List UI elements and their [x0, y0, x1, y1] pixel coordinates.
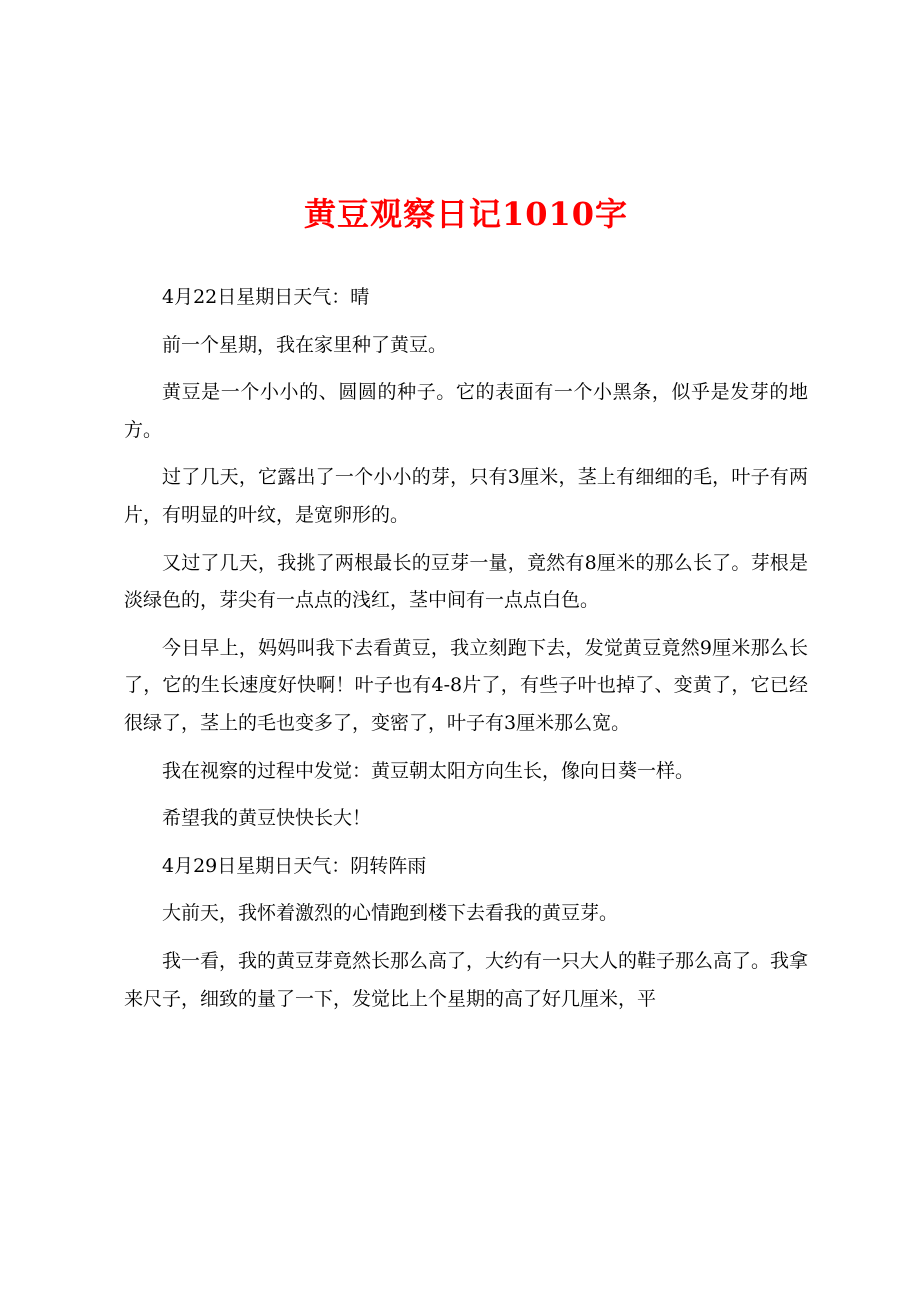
paragraph: 又过了几天，我挑了两根最长的豆芽一量，竟然有8厘米的那么长了。芽根是淡绿色的，芽尖有一点点的浅红，茎中间有一点点白色。 — [124, 551, 808, 612]
document-title: 黄豆观察日记1010字 — [303, 195, 629, 233]
paragraph: 我一看，我的黄豆芽竟然长那么高了，大约有一只大人的鞋子那么高了。我拿来尺子，细致的量了一下，发觉比上个星期的高了好几厘米，平 — [124, 949, 809, 1010]
paragraph: 希望我的黄豆快快长大！ — [162, 807, 372, 830]
paragraph: 黄豆是一个小小的、圆圆的种子。它的表面有一个小黑条，似乎是发芽的地方。 — [124, 381, 808, 441]
paragraph: 过了几天，它露出了一个小小的芽，只有3厘米，茎上有细细的毛，叶子有两片，有明显的叶纹，是宽卵形的。 — [124, 466, 808, 526]
paragraph: 我在视察的过程中发觉：黄豆朝太阳方向生长，像向日葵一样。 — [162, 759, 695, 782]
paragraph: 大前天，我怀着激烈的心情跑到楼下去看我的黄豆芽。 — [162, 902, 619, 925]
paragraph: 今日早上，妈妈叫我下去看黄豆，我立刻跑下去，发觉黄豆竟然9厘米那么长了，它的生长速度好快啊！叶子也有4-8片了，有些子叶也掉了、变黄了，它已经很绿了，茎上的毛也变多了，变密了，叶子有3厘米那么宽。 — [124, 636, 808, 734]
paragraph-date-1: 4月22日星期日天气：晴 — [162, 286, 370, 308]
paragraph: 前一个星期，我在家里种了黄豆。 — [162, 333, 448, 356]
paragraph-date-2: 4月29日星期日天气：阴转阵雨 — [162, 854, 427, 877]
document-body — [124, 279, 808, 1028]
